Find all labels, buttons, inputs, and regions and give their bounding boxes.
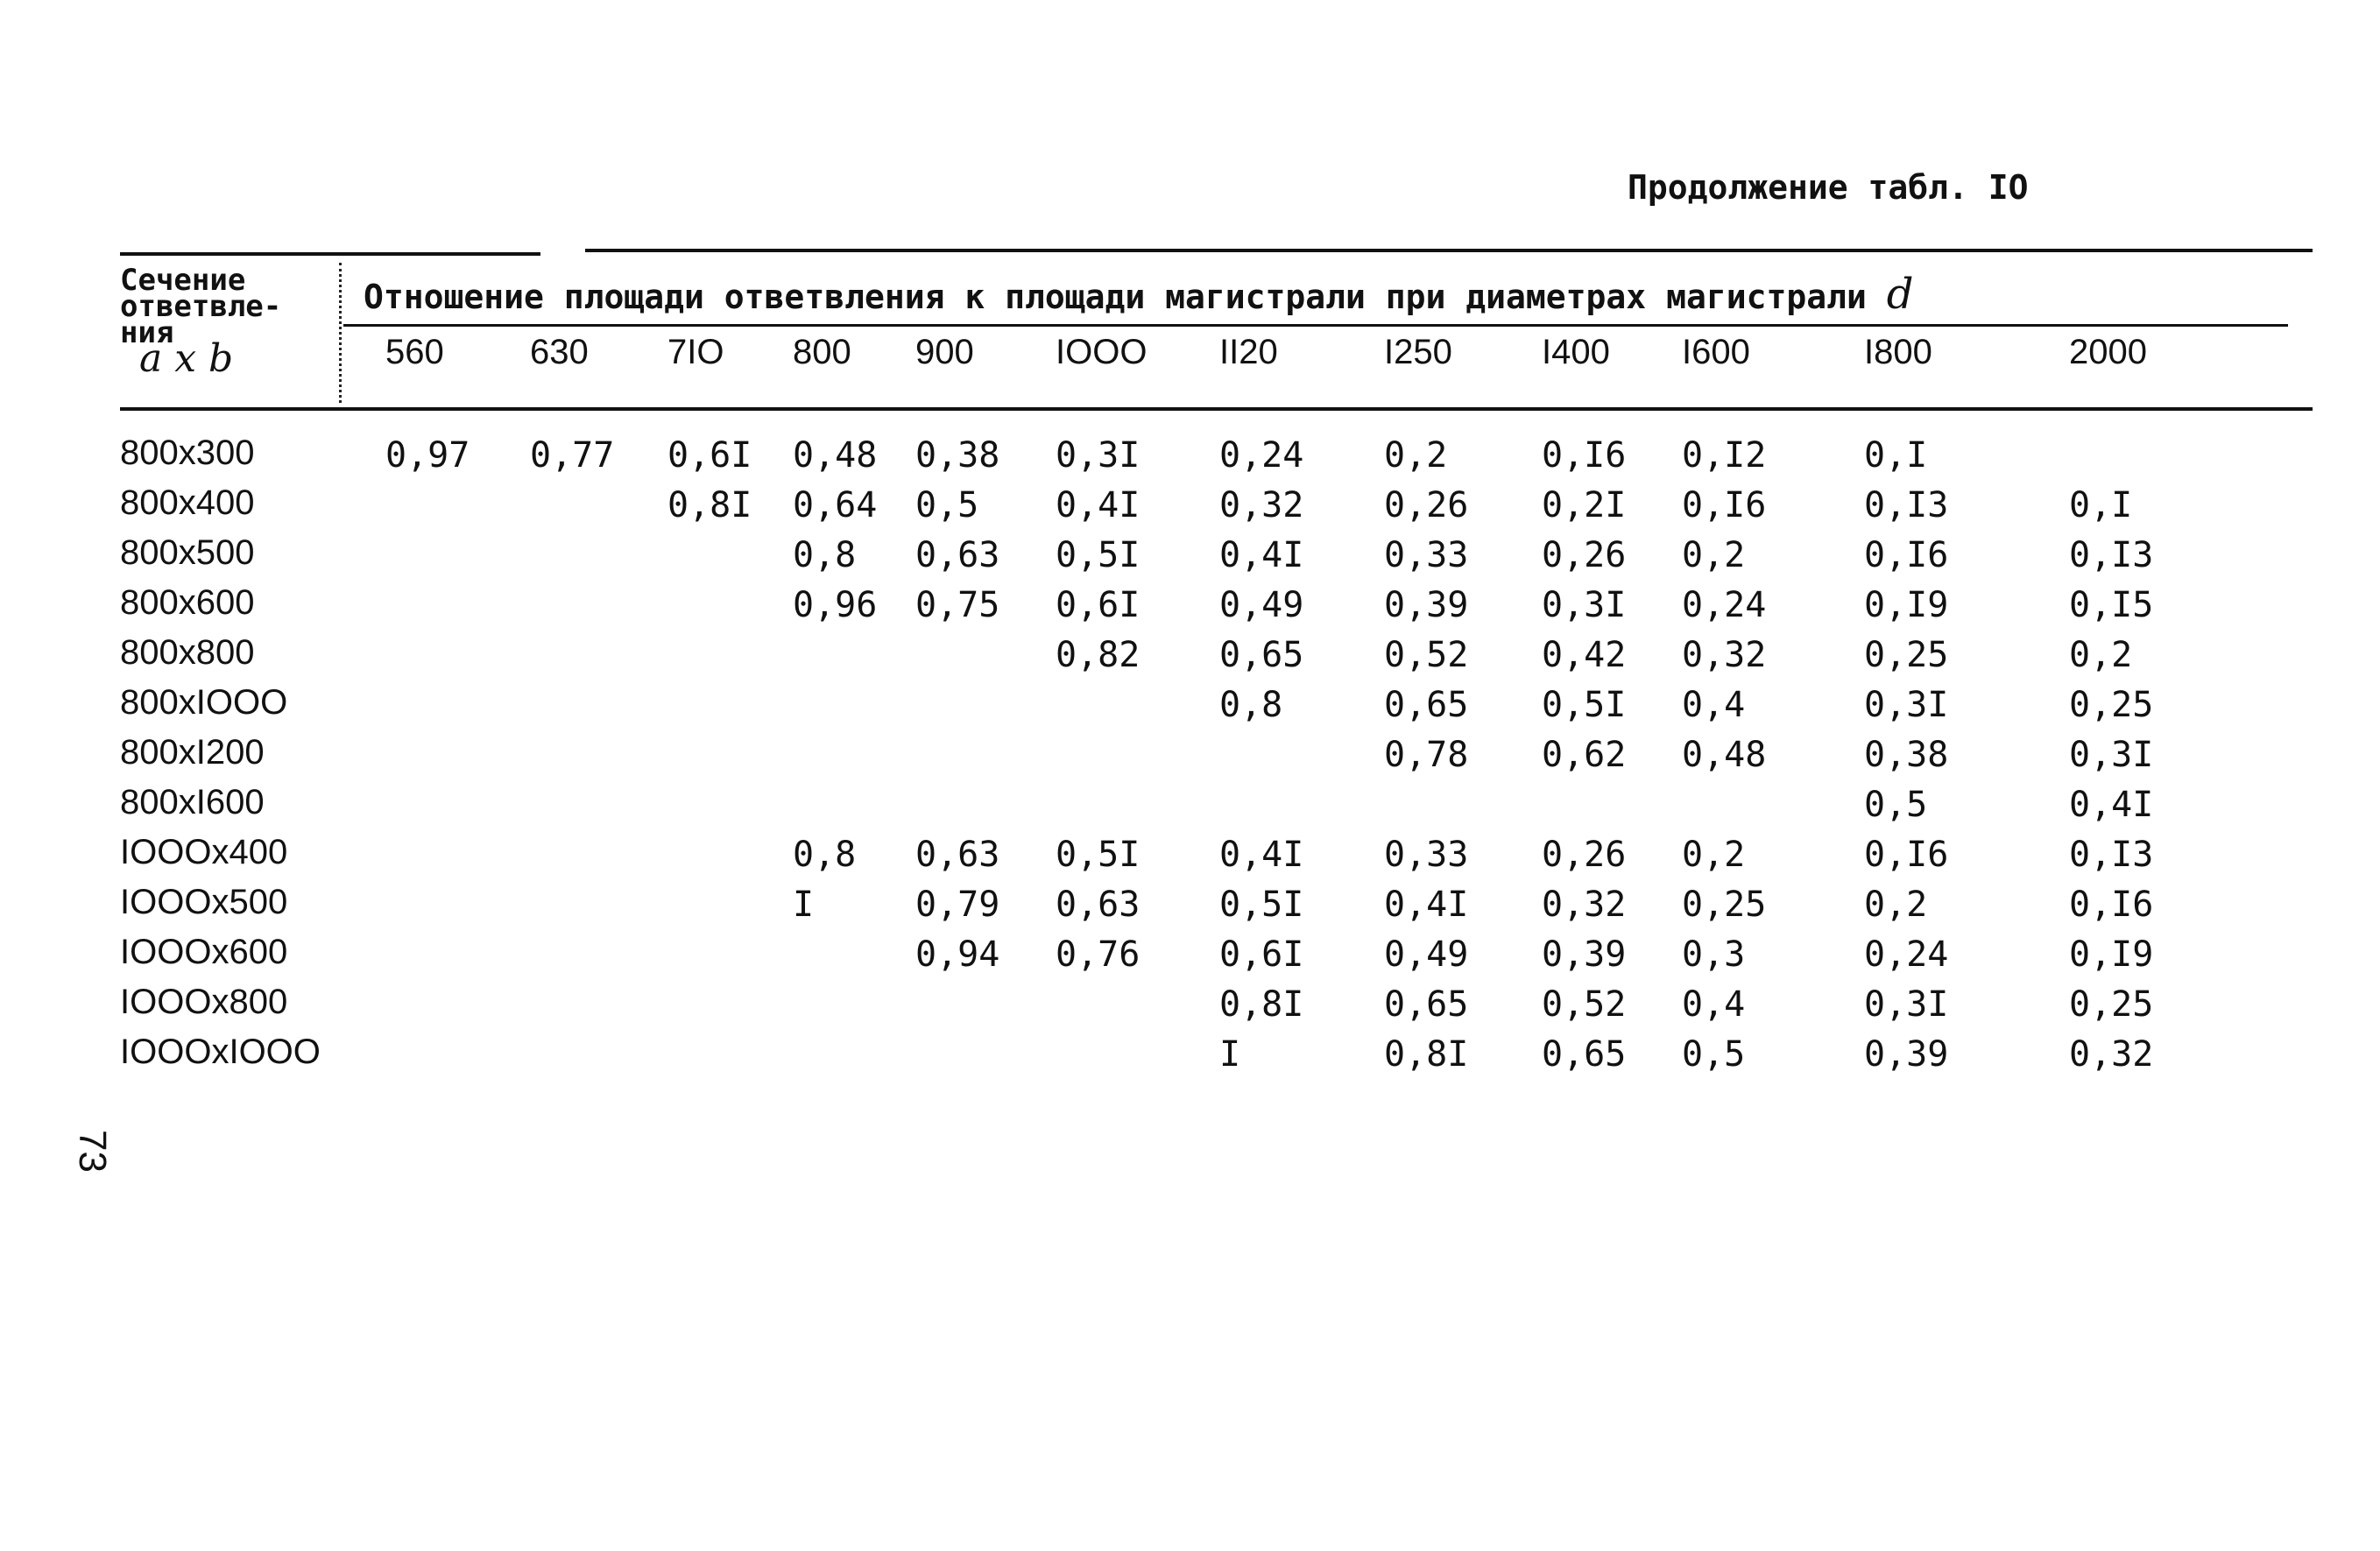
ratio-header-text: Отношение площади ответвления к площади магистрали при диаметрах магистрали: [364, 278, 1867, 316]
table-cell: 0,65: [1219, 635, 1304, 675]
table-caption: Продолжение табл. IO: [1628, 168, 2029, 207]
table-cell: 0,5: [1864, 785, 1928, 825]
table-cell: 0,42: [1542, 635, 1627, 675]
row-label: 800x800: [120, 633, 255, 672]
table-cell: 0,I6: [1542, 435, 1627, 476]
row-label: IOOOx600: [120, 933, 288, 971]
table-cell: 0,2I: [1542, 485, 1627, 525]
diameter-header: 900: [915, 333, 974, 371]
table-cell: 0,4I: [1219, 835, 1304, 875]
row-label: 800x600: [120, 583, 255, 622]
table-cell: 0,6I: [1056, 585, 1141, 625]
table-cell: 0,94: [915, 934, 1000, 975]
table-cell: 0,4I: [2069, 785, 2154, 825]
table-cell: 0,2: [1384, 435, 1448, 476]
table-cell: I: [793, 885, 815, 925]
diameter-symbol: d: [1886, 270, 1914, 319]
table-cell: 0,26: [1542, 835, 1627, 875]
row-label: 800xI200: [120, 733, 265, 772]
row-label: IOOOxIOOO: [120, 1033, 321, 1071]
table-cell: 0,5I: [1056, 835, 1141, 875]
table-cell: 0,65: [1542, 1034, 1627, 1075]
table-cell: 0,4: [1682, 685, 1746, 725]
table-cell: 0,24: [1682, 585, 1767, 625]
table-cell: 0,26: [1384, 485, 1469, 525]
header-sub-rule: [343, 324, 2288, 327]
table-cell: 0,63: [915, 835, 1000, 875]
table-cell: 0,32: [1682, 635, 1767, 675]
row-label: IOOOx500: [120, 883, 288, 921]
table-cell: 0,2: [1864, 885, 1928, 925]
table-cell: 0,76: [1056, 934, 1141, 975]
page-number: 73: [71, 1130, 114, 1173]
diameter-header: IOOO: [1056, 333, 1148, 371]
table-cell: I: [1219, 1034, 1241, 1075]
table-cell: 0,I6: [1864, 535, 1949, 575]
table-cell: 0,24: [1864, 934, 1949, 975]
top-rule-right: [585, 249, 2313, 252]
table-cell: 0,4I: [1384, 885, 1469, 925]
diameter-header: 560: [385, 333, 444, 371]
table-cell: 0,3I: [1864, 984, 1949, 1025]
table-cell: 0,2: [1682, 835, 1746, 875]
table-cell: 0,97: [385, 435, 470, 476]
table-cell: 0,I: [1864, 435, 1928, 476]
table-cell: 0,38: [1864, 735, 1949, 775]
table-cell: 0,65: [1384, 984, 1469, 1025]
table-cell: 0,3I: [1542, 585, 1627, 625]
section-header-line-2: ответвле-: [120, 289, 282, 324]
table-cell: 0,4I: [1219, 535, 1304, 575]
table-cell: 0,3I: [1056, 435, 1141, 476]
table-cell: 0,96: [793, 585, 878, 625]
table-cell: 0,I6: [2069, 885, 2154, 925]
header-bottom-rule: [120, 407, 2313, 411]
table-cell: 0,63: [915, 535, 1000, 575]
table-cell: 0,8: [1219, 685, 1283, 725]
table-cell: 0,32: [2069, 1034, 2154, 1075]
diameter-header: I400: [1542, 333, 1610, 371]
table-cell: 0,3I: [2069, 735, 2154, 775]
table-cell: 0,I6: [1682, 485, 1767, 525]
table-cell: 0,I2: [1682, 435, 1767, 476]
row-label: 800xI600: [120, 783, 265, 821]
table-cell: 0,I9: [2069, 934, 2154, 975]
table-cell: 0,8: [793, 535, 857, 575]
table-cell: 0,48: [793, 435, 878, 476]
table-cell: 0,I9: [1864, 585, 1949, 625]
table-cell: 0,64: [793, 485, 878, 525]
diameter-header: 2000: [2069, 333, 2147, 371]
table-cell: 0,8I: [1219, 984, 1304, 1025]
diameter-header: 630: [530, 333, 589, 371]
header-separator: [339, 263, 342, 403]
table-cell: 0,63: [1056, 885, 1141, 925]
table-cell: 0,24: [1219, 435, 1304, 476]
table-cell: 0,25: [2069, 984, 2154, 1025]
table-cell: 0,2: [2069, 635, 2133, 675]
top-rule-left: [120, 252, 540, 256]
table-cell: 0,52: [1542, 984, 1627, 1025]
table-cell: 0,6I: [667, 435, 752, 476]
table-cell: 0,I5: [2069, 585, 2154, 625]
table-cell: 0,3: [1682, 934, 1746, 975]
table-cell: 0,5I: [1542, 685, 1627, 725]
section-header-line-3: ния: [120, 315, 174, 350]
table-cell: 0,5I: [1056, 535, 1141, 575]
table-cell: 0,79: [915, 885, 1000, 925]
diameter-header: 800: [793, 333, 851, 371]
row-label: 800x500: [120, 533, 255, 572]
table-cell: 0,38: [915, 435, 1000, 476]
table-cell: 0,I: [2069, 485, 2133, 525]
table-cell: 0,5I: [1219, 885, 1304, 925]
table-cell: 0,5: [1682, 1034, 1746, 1075]
section-header-line-1: Сечение: [120, 263, 246, 298]
table-cell: 0,33: [1384, 835, 1469, 875]
diameter-header: 7IO: [667, 333, 724, 371]
table-cell: 0,49: [1384, 934, 1469, 975]
table-cell: 0,I3: [1864, 485, 1949, 525]
row-label: IOOOx400: [120, 833, 288, 871]
table-cell: 0,5: [915, 485, 979, 525]
table-cell: 0,62: [1542, 735, 1627, 775]
table-cell: 0,I3: [2069, 535, 2154, 575]
table-cell: 0,8: [793, 835, 857, 875]
table-cell: 0,32: [1219, 485, 1304, 525]
diameter-header: II20: [1219, 333, 1278, 371]
diameter-header: I250: [1384, 333, 1452, 371]
table-cell: 0,3I: [1864, 685, 1949, 725]
table-cell: 0,39: [1542, 934, 1627, 975]
table-cell: 0,I6: [1864, 835, 1949, 875]
table-cell: 0,39: [1864, 1034, 1949, 1075]
table-cell: 0,25: [1864, 635, 1949, 675]
table-cell: 0,2: [1682, 535, 1746, 575]
table-cell: 0,49: [1219, 585, 1304, 625]
table-cell: 0,77: [530, 435, 615, 476]
row-label: IOOOx800: [120, 983, 288, 1021]
table-cell: 0,4: [1682, 984, 1746, 1025]
table-cell: 0,8I: [667, 485, 752, 525]
table-cell: 0,39: [1384, 585, 1469, 625]
table-cell: 0,32: [1542, 885, 1627, 925]
row-label: 800xIOOO: [120, 683, 288, 722]
table-cell: 0,8I: [1384, 1034, 1469, 1075]
row-label: 800x400: [120, 483, 255, 522]
section-header-line-4: a x b: [139, 336, 234, 381]
table-cell: 0,25: [1682, 885, 1767, 925]
table-cell: 0,4I: [1056, 485, 1141, 525]
table-cell: 0,6I: [1219, 934, 1304, 975]
table-cell: 0,25: [2069, 685, 2154, 725]
table-cell: 0,52: [1384, 635, 1469, 675]
table-cell: 0,75: [915, 585, 1000, 625]
table-cell: 0,I3: [2069, 835, 2154, 875]
diameter-header: I600: [1682, 333, 1750, 371]
ratio-header: [364, 270, 1913, 319]
table-cell: 0,65: [1384, 685, 1469, 725]
table-cell: 0,26: [1542, 535, 1627, 575]
table-cell: 0,33: [1384, 535, 1469, 575]
table-cell: 0,48: [1682, 735, 1767, 775]
table-cell: 0,78: [1384, 735, 1469, 775]
diameter-header: I800: [1864, 333, 1932, 371]
table-cell: 0,82: [1056, 635, 1141, 675]
row-label: 800x300: [120, 434, 255, 472]
section-header: [120, 263, 330, 381]
